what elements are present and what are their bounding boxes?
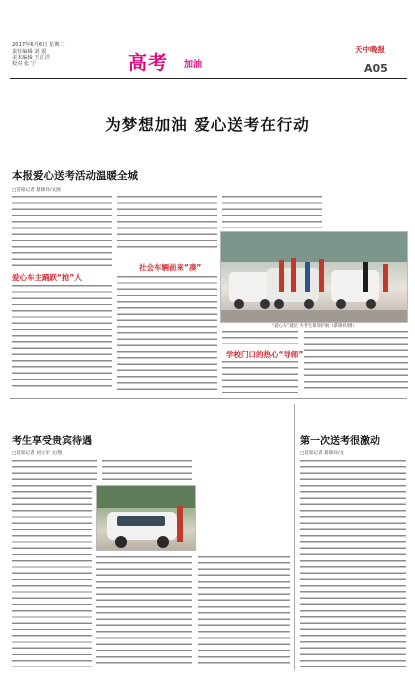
article1-subhead-1: 爱心车主踊跃“抢”人	[12, 273, 82, 282]
masthead-rule	[10, 78, 407, 79]
main-headline: 为梦想加油 爱心送考在行动	[105, 116, 310, 134]
page-number: A05	[364, 62, 388, 75]
article1-col4-para	[304, 331, 408, 393]
article3-body	[300, 460, 406, 667]
article1-photo	[220, 231, 408, 323]
banner-title: 高考	[128, 52, 169, 74]
proof-credit: 校对 张 宁	[12, 61, 37, 67]
article2-col2-para	[96, 556, 192, 667]
article2-byline: □首席记者 刘立军 文/图	[12, 451, 63, 456]
article3-title: 第一次送考很激动	[300, 436, 380, 447]
car-cluster-photo	[221, 232, 408, 323]
article1-subhead-2: 社会车辆前来“凑”	[139, 263, 202, 272]
paper-logo: 天中晚报	[355, 45, 385, 54]
section-banner	[128, 38, 228, 72]
article1-col2-para	[117, 196, 217, 248]
article1-col1-para	[12, 196, 112, 267]
section-divider	[10, 398, 407, 399]
article2-col2-para	[102, 460, 192, 482]
article2-title: 考生享受贵宾待遇	[12, 436, 92, 447]
article2-col1-para	[12, 460, 97, 482]
article1-col2-para	[117, 276, 217, 390]
issue-date: 2017年6月6日 星期二	[12, 42, 65, 48]
article1-photo-caption: “爱心车”就位 为考生保驾护航（蔡锦祥/摄）	[272, 324, 357, 329]
designer-credit: 美术编辑 王江洋	[12, 55, 50, 61]
column-divider	[294, 404, 295, 670]
article3-byline: □首席记者 蔡锦祥/文	[300, 451, 345, 456]
article1-col1-para	[12, 285, 112, 390]
article2-col1-para	[12, 485, 92, 667]
article1-col3-para	[222, 196, 322, 228]
article2-photo	[96, 485, 196, 551]
banner-subtitle: 加油	[184, 60, 203, 70]
article1-subhead-3: 学校门口的热心“导师”	[226, 350, 304, 359]
article1-byline: □首席记者 蔡锦祥/文图	[12, 188, 61, 193]
article1-col3-para	[222, 361, 298, 393]
editor-credit: 责任编辑 刘 震	[12, 49, 47, 55]
car-photo	[97, 486, 196, 551]
article2-col3-para	[198, 556, 290, 667]
article1-title: 本报爱心送考活动温暖全城	[12, 170, 138, 182]
article1-col3-para	[222, 331, 298, 344]
